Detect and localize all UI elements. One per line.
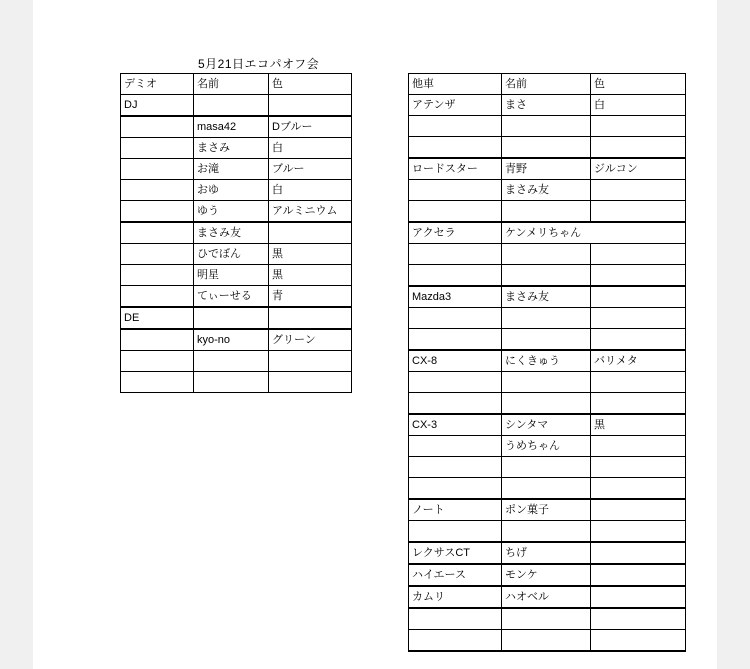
cell xyxy=(502,393,591,415)
cell xyxy=(591,586,686,608)
cell xyxy=(121,286,194,308)
cell: おゆ xyxy=(194,180,269,201)
column-header: 他車 xyxy=(409,74,502,95)
table-row xyxy=(121,329,352,351)
table-row xyxy=(409,372,686,393)
table-row xyxy=(409,436,686,457)
cell xyxy=(121,244,194,265)
cell xyxy=(502,116,591,137)
table-row xyxy=(409,308,686,329)
cell: 黒 xyxy=(269,265,352,286)
table-row xyxy=(409,608,686,630)
cell: シンタマ xyxy=(502,414,591,436)
cell: 白 xyxy=(269,180,352,201)
cell xyxy=(502,608,591,630)
cell xyxy=(121,265,194,286)
cell xyxy=(121,351,194,372)
cell xyxy=(409,308,502,329)
table-row xyxy=(121,286,352,308)
table-row xyxy=(121,222,352,244)
table-row xyxy=(409,95,686,116)
cell xyxy=(591,499,686,521)
cell xyxy=(591,608,686,630)
cell xyxy=(409,180,502,201)
table-row xyxy=(409,180,686,201)
cell xyxy=(409,630,502,652)
cell: ゆう xyxy=(194,201,269,223)
table-row xyxy=(121,95,352,117)
column-header: 色 xyxy=(591,74,686,95)
cell: masa42 xyxy=(194,116,269,138)
cell: Mazda3 xyxy=(409,286,502,308)
cell xyxy=(502,265,591,287)
cell xyxy=(409,265,502,287)
cell xyxy=(121,180,194,201)
cell: まさみ友 xyxy=(502,286,591,308)
cell xyxy=(591,244,686,265)
table-row xyxy=(121,307,352,329)
cell xyxy=(194,372,269,393)
table-row xyxy=(409,499,686,521)
header-row xyxy=(409,74,686,95)
cell: kyo-no xyxy=(194,329,269,351)
cell xyxy=(591,542,686,564)
cell xyxy=(591,286,686,308)
cell xyxy=(502,521,591,543)
cell: DE xyxy=(121,307,194,329)
cell: まさみ xyxy=(194,138,269,159)
cell xyxy=(409,137,502,159)
table-row xyxy=(409,116,686,137)
cell xyxy=(194,95,269,117)
cell: ロードスター xyxy=(409,158,502,180)
cell: カムリ xyxy=(409,586,502,608)
column-header: デミオ xyxy=(121,74,194,95)
cell xyxy=(121,159,194,180)
cell xyxy=(502,630,591,652)
cell xyxy=(409,457,502,478)
column-header: 色 xyxy=(269,74,352,95)
cell: まさみ友 xyxy=(194,222,269,244)
cell xyxy=(269,372,352,393)
cell: モンケ xyxy=(502,564,591,586)
cell: 青野 xyxy=(502,158,591,180)
cell xyxy=(409,478,502,500)
cell: お滝 xyxy=(194,159,269,180)
table-row xyxy=(409,564,686,586)
cell xyxy=(409,521,502,543)
cell: 黒 xyxy=(269,244,352,265)
cell xyxy=(591,521,686,543)
table-row xyxy=(121,372,352,393)
table-row xyxy=(409,542,686,564)
cell: バリメタ xyxy=(591,350,686,372)
cell xyxy=(194,351,269,372)
column-header: 名前 xyxy=(194,74,269,95)
table-row xyxy=(409,137,686,159)
cell xyxy=(591,329,686,351)
cell xyxy=(409,393,502,415)
cell: DJ xyxy=(121,95,194,117)
cell xyxy=(591,308,686,329)
cell xyxy=(591,436,686,457)
cell: てぃーせる xyxy=(194,286,269,308)
cell xyxy=(121,116,194,138)
table-row xyxy=(409,393,686,415)
table-row xyxy=(409,478,686,500)
cell xyxy=(121,201,194,223)
table-row xyxy=(409,630,686,652)
table-row xyxy=(409,286,686,308)
cell: ハオベル xyxy=(502,586,591,608)
cell: ノート xyxy=(409,499,502,521)
cell: 白 xyxy=(591,95,686,116)
table-row xyxy=(121,351,352,372)
table-row xyxy=(121,116,352,138)
cell: ポン菓子 xyxy=(502,499,591,521)
cell xyxy=(409,608,502,630)
cell: レクサスCT xyxy=(409,542,502,564)
cell xyxy=(591,372,686,393)
cell: まさみ友 xyxy=(502,180,591,201)
header-row xyxy=(121,74,352,95)
cell xyxy=(502,308,591,329)
cell: ケンメリちゃん xyxy=(502,222,686,244)
column-header: 名前 xyxy=(502,74,591,95)
cell xyxy=(409,201,502,223)
cell xyxy=(591,564,686,586)
cell: 白 xyxy=(269,138,352,159)
cell xyxy=(409,116,502,137)
table-row xyxy=(409,457,686,478)
cell xyxy=(121,372,194,393)
cell xyxy=(121,138,194,159)
cell xyxy=(502,372,591,393)
cell xyxy=(502,201,591,223)
cell xyxy=(409,372,502,393)
cell: ひでぼん xyxy=(194,244,269,265)
cell xyxy=(591,137,686,159)
table-row xyxy=(121,265,352,286)
cell xyxy=(269,222,352,244)
table-row xyxy=(121,138,352,159)
cell xyxy=(591,478,686,500)
cell: CX-3 xyxy=(409,414,502,436)
cell: 黒 xyxy=(591,414,686,436)
cell xyxy=(591,457,686,478)
table-row xyxy=(409,350,686,372)
demio-table xyxy=(120,73,352,393)
cell xyxy=(194,307,269,329)
cell: ジルコン xyxy=(591,158,686,180)
cell xyxy=(409,436,502,457)
cell xyxy=(502,137,591,159)
cell xyxy=(502,244,591,265)
cell: ちげ xyxy=(502,542,591,564)
cell: アクセラ xyxy=(409,222,502,244)
table-row xyxy=(409,158,686,180)
cell: 明星 xyxy=(194,265,269,286)
table-row xyxy=(409,244,686,265)
table-row xyxy=(409,586,686,608)
table-row xyxy=(121,180,352,201)
table-row xyxy=(409,222,686,244)
cell: アルミニウム xyxy=(269,201,352,223)
cell xyxy=(409,244,502,265)
cell: グリーン xyxy=(269,329,352,351)
cell xyxy=(591,201,686,223)
sheet-title: 5月21日エコパオフ会 xyxy=(198,57,320,71)
table-row xyxy=(409,414,686,436)
cell xyxy=(502,478,591,500)
table-row xyxy=(121,201,352,223)
cell: まさ xyxy=(502,95,591,116)
cell xyxy=(591,630,686,652)
cell: アテンザ xyxy=(409,95,502,116)
table-row xyxy=(409,329,686,351)
cell: にくきゅう xyxy=(502,350,591,372)
table-row xyxy=(121,159,352,180)
cell: 青 xyxy=(269,286,352,308)
cell: ブルー xyxy=(269,159,352,180)
cell xyxy=(121,222,194,244)
cell xyxy=(269,307,352,329)
table-row xyxy=(409,265,686,287)
table-row xyxy=(409,521,686,543)
cell: うめちゃん xyxy=(502,436,591,457)
cell xyxy=(591,116,686,137)
cell: CX-8 xyxy=(409,350,502,372)
cell xyxy=(269,351,352,372)
other-cars-table xyxy=(408,73,686,652)
cell xyxy=(269,95,352,117)
cell xyxy=(502,329,591,351)
cell xyxy=(121,329,194,351)
table-row xyxy=(409,201,686,223)
spreadsheet-page xyxy=(33,0,717,669)
cell xyxy=(591,393,686,415)
cell xyxy=(502,457,591,478)
cell: ハイエース xyxy=(409,564,502,586)
cell xyxy=(591,265,686,287)
cell xyxy=(591,180,686,201)
table-row xyxy=(121,244,352,265)
cell: Dブルー xyxy=(269,116,352,138)
cell xyxy=(409,329,502,351)
